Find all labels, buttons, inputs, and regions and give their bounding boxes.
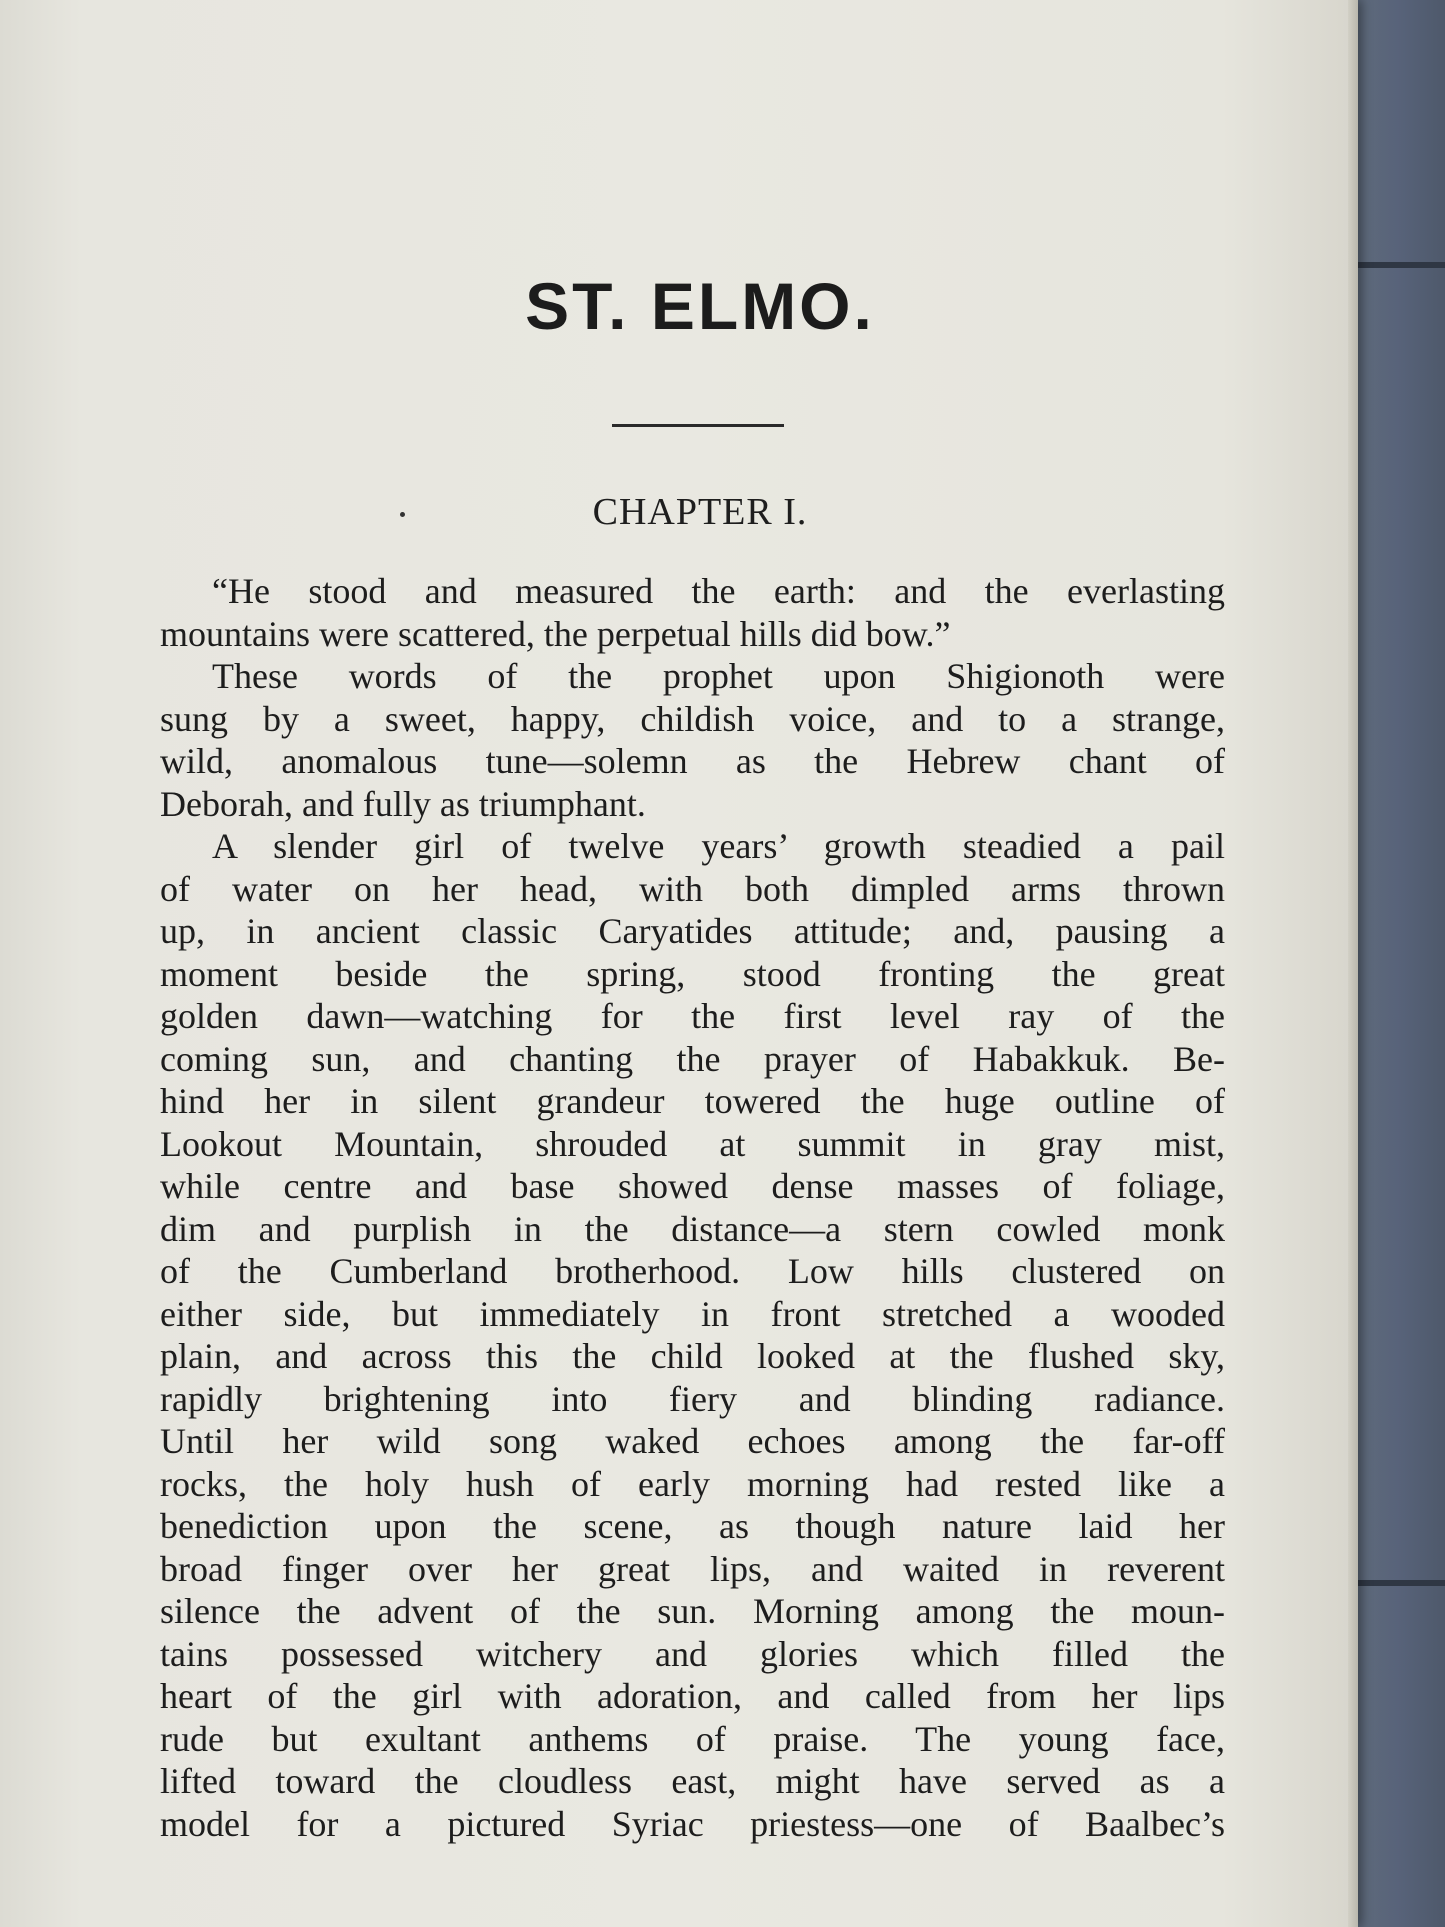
text-line: hind her in silent grandeur towered the huge outline of	[160, 1081, 1225, 1121]
text-line: coming sun, and chanting the prayer of Habakkuk. Be-	[160, 1038, 1225, 1079]
text-line: broad finger over her great lips, and waited in reverent	[160, 1548, 1225, 1589]
text-line: lifted toward the cloudless east, might have served as a	[160, 1761, 1225, 1801]
text-line: rocks, the holy hush of early morning had rested like a	[160, 1463, 1225, 1504]
text-line: dim and purplish in the distance—a stern cowled monk	[160, 1208, 1225, 1249]
text-line: Lookout Mountain, shrouded at summit in gray mist,	[160, 1123, 1225, 1164]
text-line: mountains were scattered, the perpetual hills did bow.”	[160, 613, 951, 654]
text-line: model for a pictured Syriac priestess—one of Baalbec’s	[160, 1803, 1225, 1844]
text-line: Until her wild song waked echoes among the far-off	[160, 1421, 1225, 1461]
text-line: sung by a sweet, happy, childish voice, and to a strange,	[160, 698, 1225, 739]
text-line: of water on her head, with both dimpled arms thrown	[160, 868, 1225, 909]
book-title: ST. ELMO.	[525, 269, 875, 343]
text-line: tains possessed witchery and glories which filled the	[160, 1633, 1225, 1674]
text-line: moment beside the spring, stood fronting the great	[160, 953, 1225, 994]
title-divider	[612, 424, 784, 427]
text-line: of the Cumberland brotherhood. Low hills clustered on	[160, 1251, 1225, 1291]
text-line: golden dawn—watching for the first level ray of the	[160, 996, 1225, 1036]
text-line: while centre and base showed dense masses of foliage,	[160, 1166, 1225, 1206]
chapter-text	[160, 570, 1225, 1845]
text-line: A slender girl of twelve years’ growth steadied a pail	[212, 826, 1225, 866]
text-line: silence the advent of the sun. Morning among the moun-	[160, 1591, 1225, 1631]
chapter-heading: CHAPTER I.	[592, 491, 808, 533]
text-line: benediction upon the scene, as though nature laid her	[160, 1506, 1225, 1546]
text-line: Deborah, and fully as triumphant.	[160, 783, 646, 824]
text-line: wild, anomalous tune—solemn as the Hebrew chant of	[160, 741, 1225, 781]
text-line: heart of the girl with adoration, and called from her lips	[160, 1676, 1225, 1716]
text-line: rude but exultant anthems of praise. The young face,	[160, 1718, 1225, 1759]
text-line: up, in ancient classic Caryatides attitude; and, pausing a	[160, 911, 1225, 951]
text-line: These words of the prophet upon Shigionoth were	[212, 656, 1225, 696]
text-line: “He stood and measured the earth: and the everlasting	[212, 571, 1225, 611]
text-line: plain, and across this the child looked at the flushed sky,	[160, 1336, 1225, 1376]
text-line: rapidly brightening into fiery and blinding radiance.	[160, 1378, 1225, 1419]
text-line: either side, but immediately in front stretched a wooded	[160, 1293, 1225, 1334]
